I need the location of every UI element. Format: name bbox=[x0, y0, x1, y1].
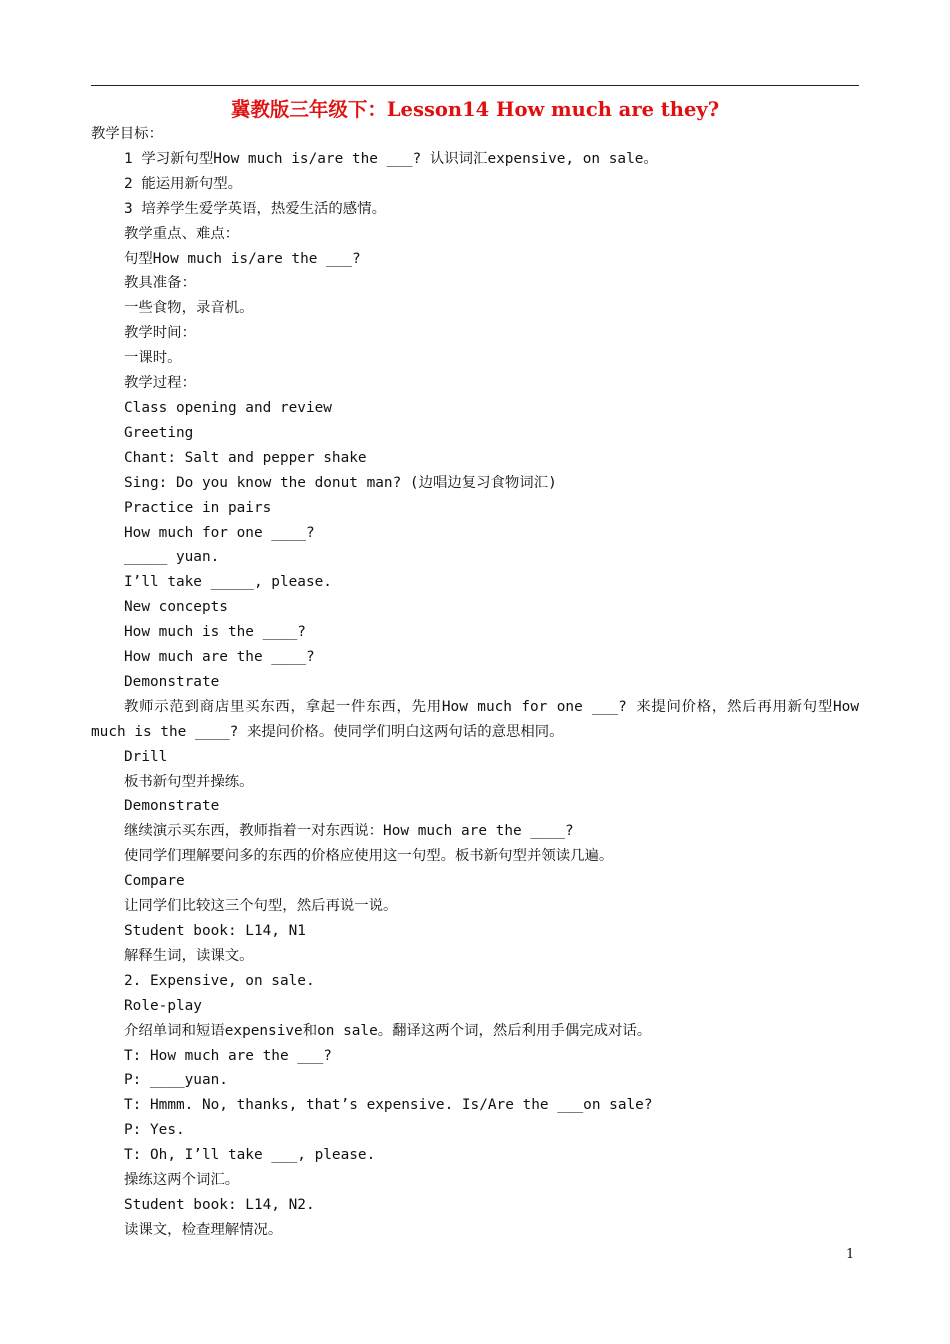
header-rule bbox=[91, 85, 859, 86]
body-line: T: Oh, I’ll take ___, please. bbox=[124, 1147, 376, 1164]
body-line: 句型How much is/are the ___? bbox=[124, 250, 361, 267]
body-line: 继续演示买东西，教师指着一对东西说：How much are the ____? bbox=[124, 823, 574, 840]
page-title: 冀教版三年级下：Lesson14 How much are they? bbox=[230, 98, 720, 121]
body-line: P: ____yuan. bbox=[124, 1072, 228, 1089]
body-line: How much are the ____? bbox=[124, 649, 315, 666]
body-line: 让同学们比较这三个句型，然后再说一说。 bbox=[124, 898, 398, 915]
body-line: 一课时。 bbox=[124, 350, 182, 367]
page-number: 1 bbox=[846, 1247, 855, 1262]
body-line: 教具准备： bbox=[124, 275, 196, 292]
body-line: 2 能运用新句型。 bbox=[124, 175, 243, 192]
body-line: Role-play bbox=[124, 997, 202, 1014]
body-line: How much for one ____? bbox=[124, 524, 315, 541]
body-line: P: Yes. bbox=[124, 1122, 185, 1139]
body-line: New concepts bbox=[124, 599, 228, 616]
body-line: 3 培养学生爱学英语，热爱生活的感情。 bbox=[124, 200, 386, 217]
body-line: Chant: Salt and pepper shake bbox=[124, 449, 367, 466]
body-line: 解释生词，读课文。 bbox=[124, 947, 254, 964]
body-line: Compare bbox=[124, 873, 185, 890]
body-line: 操练这两个词汇。 bbox=[124, 1172, 240, 1189]
body-line: Class opening and review bbox=[124, 399, 332, 416]
body-line: Demonstrate bbox=[124, 798, 220, 815]
body-line: 介绍单词和短语expensive和on sale。翻译这两个词，然后利用手偶完成对话。 bbox=[124, 1022, 652, 1039]
body-line: Demonstrate bbox=[124, 673, 220, 690]
body-line: 板书新句型并操练。 bbox=[124, 773, 254, 790]
body-line: Greeting bbox=[124, 424, 194, 441]
body-line: 2. Expensive, on sale. bbox=[124, 972, 315, 989]
body-line: 教学时间： bbox=[124, 325, 196, 342]
body-line: T: Hmmm. No, thanks, that’s expensive. Is/Are the ___on sale? bbox=[124, 1097, 653, 1114]
body-line: I’ll take _____, please. bbox=[124, 574, 332, 591]
body-line: Practice in pairs bbox=[124, 499, 272, 516]
body-line: 使同学们理解要问多的东西的价格应使用这一句型。板书新句型并领读几遍。 bbox=[124, 848, 614, 865]
body-line: 教学过程： bbox=[124, 375, 196, 392]
body-paragraph: 教师示范到商店里买东西，拿起一件东西，先用How much for one ___? 来提问价格，然后再用新句型How much is the ____? 来提问价格。使同学们明白这两句话的意思相同。 bbox=[91, 698, 859, 740]
body-line: T: How much are the ___? bbox=[124, 1047, 332, 1064]
body-line: Student book: L14, N1 bbox=[124, 923, 306, 939]
body-line: 一些食物，录音机。 bbox=[124, 300, 254, 317]
document-body bbox=[91, 122, 859, 1243]
body-line: 教学目标： bbox=[91, 126, 163, 142]
body-line: How much is the ____? bbox=[124, 624, 306, 641]
body-line: 教学重点、难点： bbox=[124, 225, 240, 242]
body-line: 读课文，检查理解情况。 bbox=[124, 1221, 283, 1238]
body-line: Student book: L14, N2. bbox=[124, 1196, 315, 1213]
body-line: _____ yuan. bbox=[124, 549, 220, 566]
body-line: Sing: Do you know the donut man? (边唱边复习食物词汇) bbox=[124, 474, 557, 491]
body-line: 1 学习新句型How much is/are the ___? 认识词汇expensive, on sale。 bbox=[124, 150, 658, 167]
body-line: Drill bbox=[124, 748, 168, 765]
